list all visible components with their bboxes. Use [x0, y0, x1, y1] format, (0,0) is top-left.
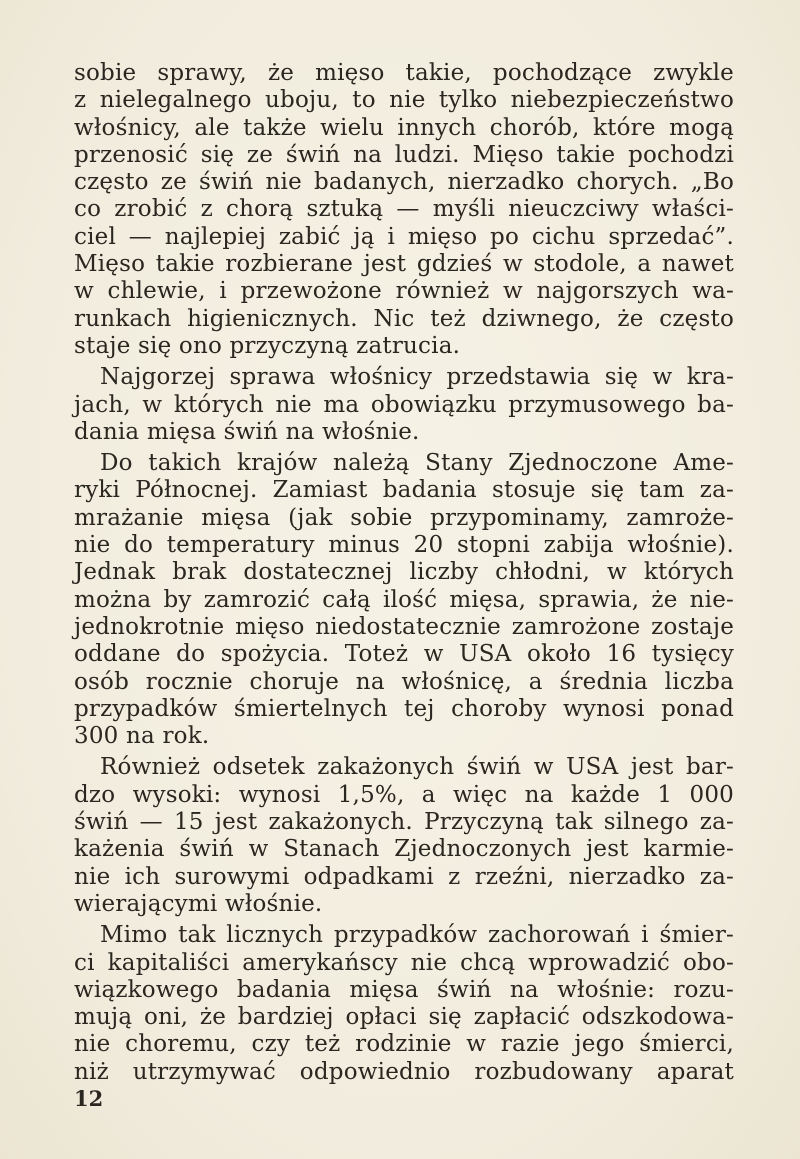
text-line: Również odsetek zakażonych świń w USA jest bar- [100, 754, 734, 781]
paragraph-3 [74, 450, 734, 750]
text-line: 300 na rok. [74, 723, 210, 750]
text-line: nie do temperatury minus 20 stopni zabija włośnie). [74, 532, 734, 559]
text-line: dania mięsa świń na włośnie. [74, 418, 420, 445]
paragraph-2 [74, 364, 734, 446]
text-line: mrażanie mięsa (jak sobie przypominamy, zamroże- [74, 504, 734, 531]
text-line: wiązkowego badania mięsa świń na włośnie: rozu- [74, 976, 734, 1003]
text-line: każenia świń w Stanach Zjednoczonych jest karmie- [74, 836, 734, 863]
paragraph-5 [74, 922, 734, 1086]
text-line: włośnicy, ale także wielu innych chorób, które mogą [74, 114, 734, 141]
text-line: z nielegalnego uboju, to nie tylko niebezpieczeństwo [74, 87, 734, 114]
text-line: przypadków śmiertelnych tej choroby wynosi ponad [74, 695, 734, 722]
text-line: przenosić się ze świń na ludzi. Mięso takie pochodzi [74, 141, 734, 168]
text-line: sobie sprawy, że mięso takie, pochodzące zwykle [74, 60, 734, 86]
text-line: nie ich surowymi odpadkami z rzeźni, nierzadko za- [74, 863, 734, 890]
text-line: oddane do spożycia. Toteż w USA około 16 tysięcy [74, 641, 734, 668]
text-line: nie choremu, czy też rodzinie w razie jego śmierci, [74, 1031, 734, 1058]
text-line: wierającymi włośnie. [74, 890, 323, 917]
paragraph-1 [74, 60, 734, 360]
text-line: runkach higienicznych. Nic też dziwnego, że często [74, 305, 734, 332]
text-line: dzo wysoki: wynosi 1,5%, a więc na każde 1 000 [74, 781, 734, 808]
text-line: osób rocznie choruje na włośnicę, a średnia liczba [74, 668, 734, 695]
text-line: ryki Północnej. Zamiast badania stosuje się tam za- [74, 477, 734, 504]
text-line: staje się ono przyczyną zatrucia. [74, 332, 461, 359]
paragraph-4 [74, 754, 734, 918]
text-line: Mimo tak licznych przypadków zachorowań i śmier- [100, 922, 734, 949]
text-line: co zrobić z chorą sztuką — myśli nieuczciwy właści- [74, 196, 734, 223]
text-line: ci kapitaliści amerykańscy nie chcą wprowadzić obo- [74, 949, 734, 976]
text-line: Jednak brak dostatecznej liczby chłodni, w których [74, 559, 734, 586]
page-number: 12 [74, 1086, 104, 1111]
text-line: Do takich krajów należą Stany Zjednoczone Ame- [100, 450, 734, 477]
text-line: ciel — najlepiej zabić ją i mięso po cichu sprzedać”. [74, 223, 734, 250]
text-line: można by zamrozić całą ilość mięsa, sprawia, że nie- [74, 586, 734, 613]
text-line: Mięso takie rozbierane jest gdzieś w stodole, a nawet [74, 251, 734, 278]
text-line: mują oni, że bardziej opłaci się zapłacić odszkodowa- [74, 1004, 734, 1031]
text-line: niż utrzymywać odpowiednio rozbudowany aparat [74, 1058, 734, 1085]
text-line: często ze świń nie badanych, nierzadko chorych. „Bo [74, 169, 734, 196]
text-line: jach, w których nie ma obowiązku przymusowego ba- [74, 391, 734, 418]
text-line: jednokrotnie mięso niedostatecznie zamrożone zostaje [74, 613, 734, 640]
body-text [74, 60, 734, 1090]
text-line: świń — 15 jest zakażonych. Przyczyną tak silnego za- [74, 809, 734, 836]
text-line: Najgorzej sprawa włośnicy przedstawia się w kra- [100, 364, 734, 391]
text-line: w chlewie, i przewożone również w najgorszych wa- [74, 278, 734, 305]
